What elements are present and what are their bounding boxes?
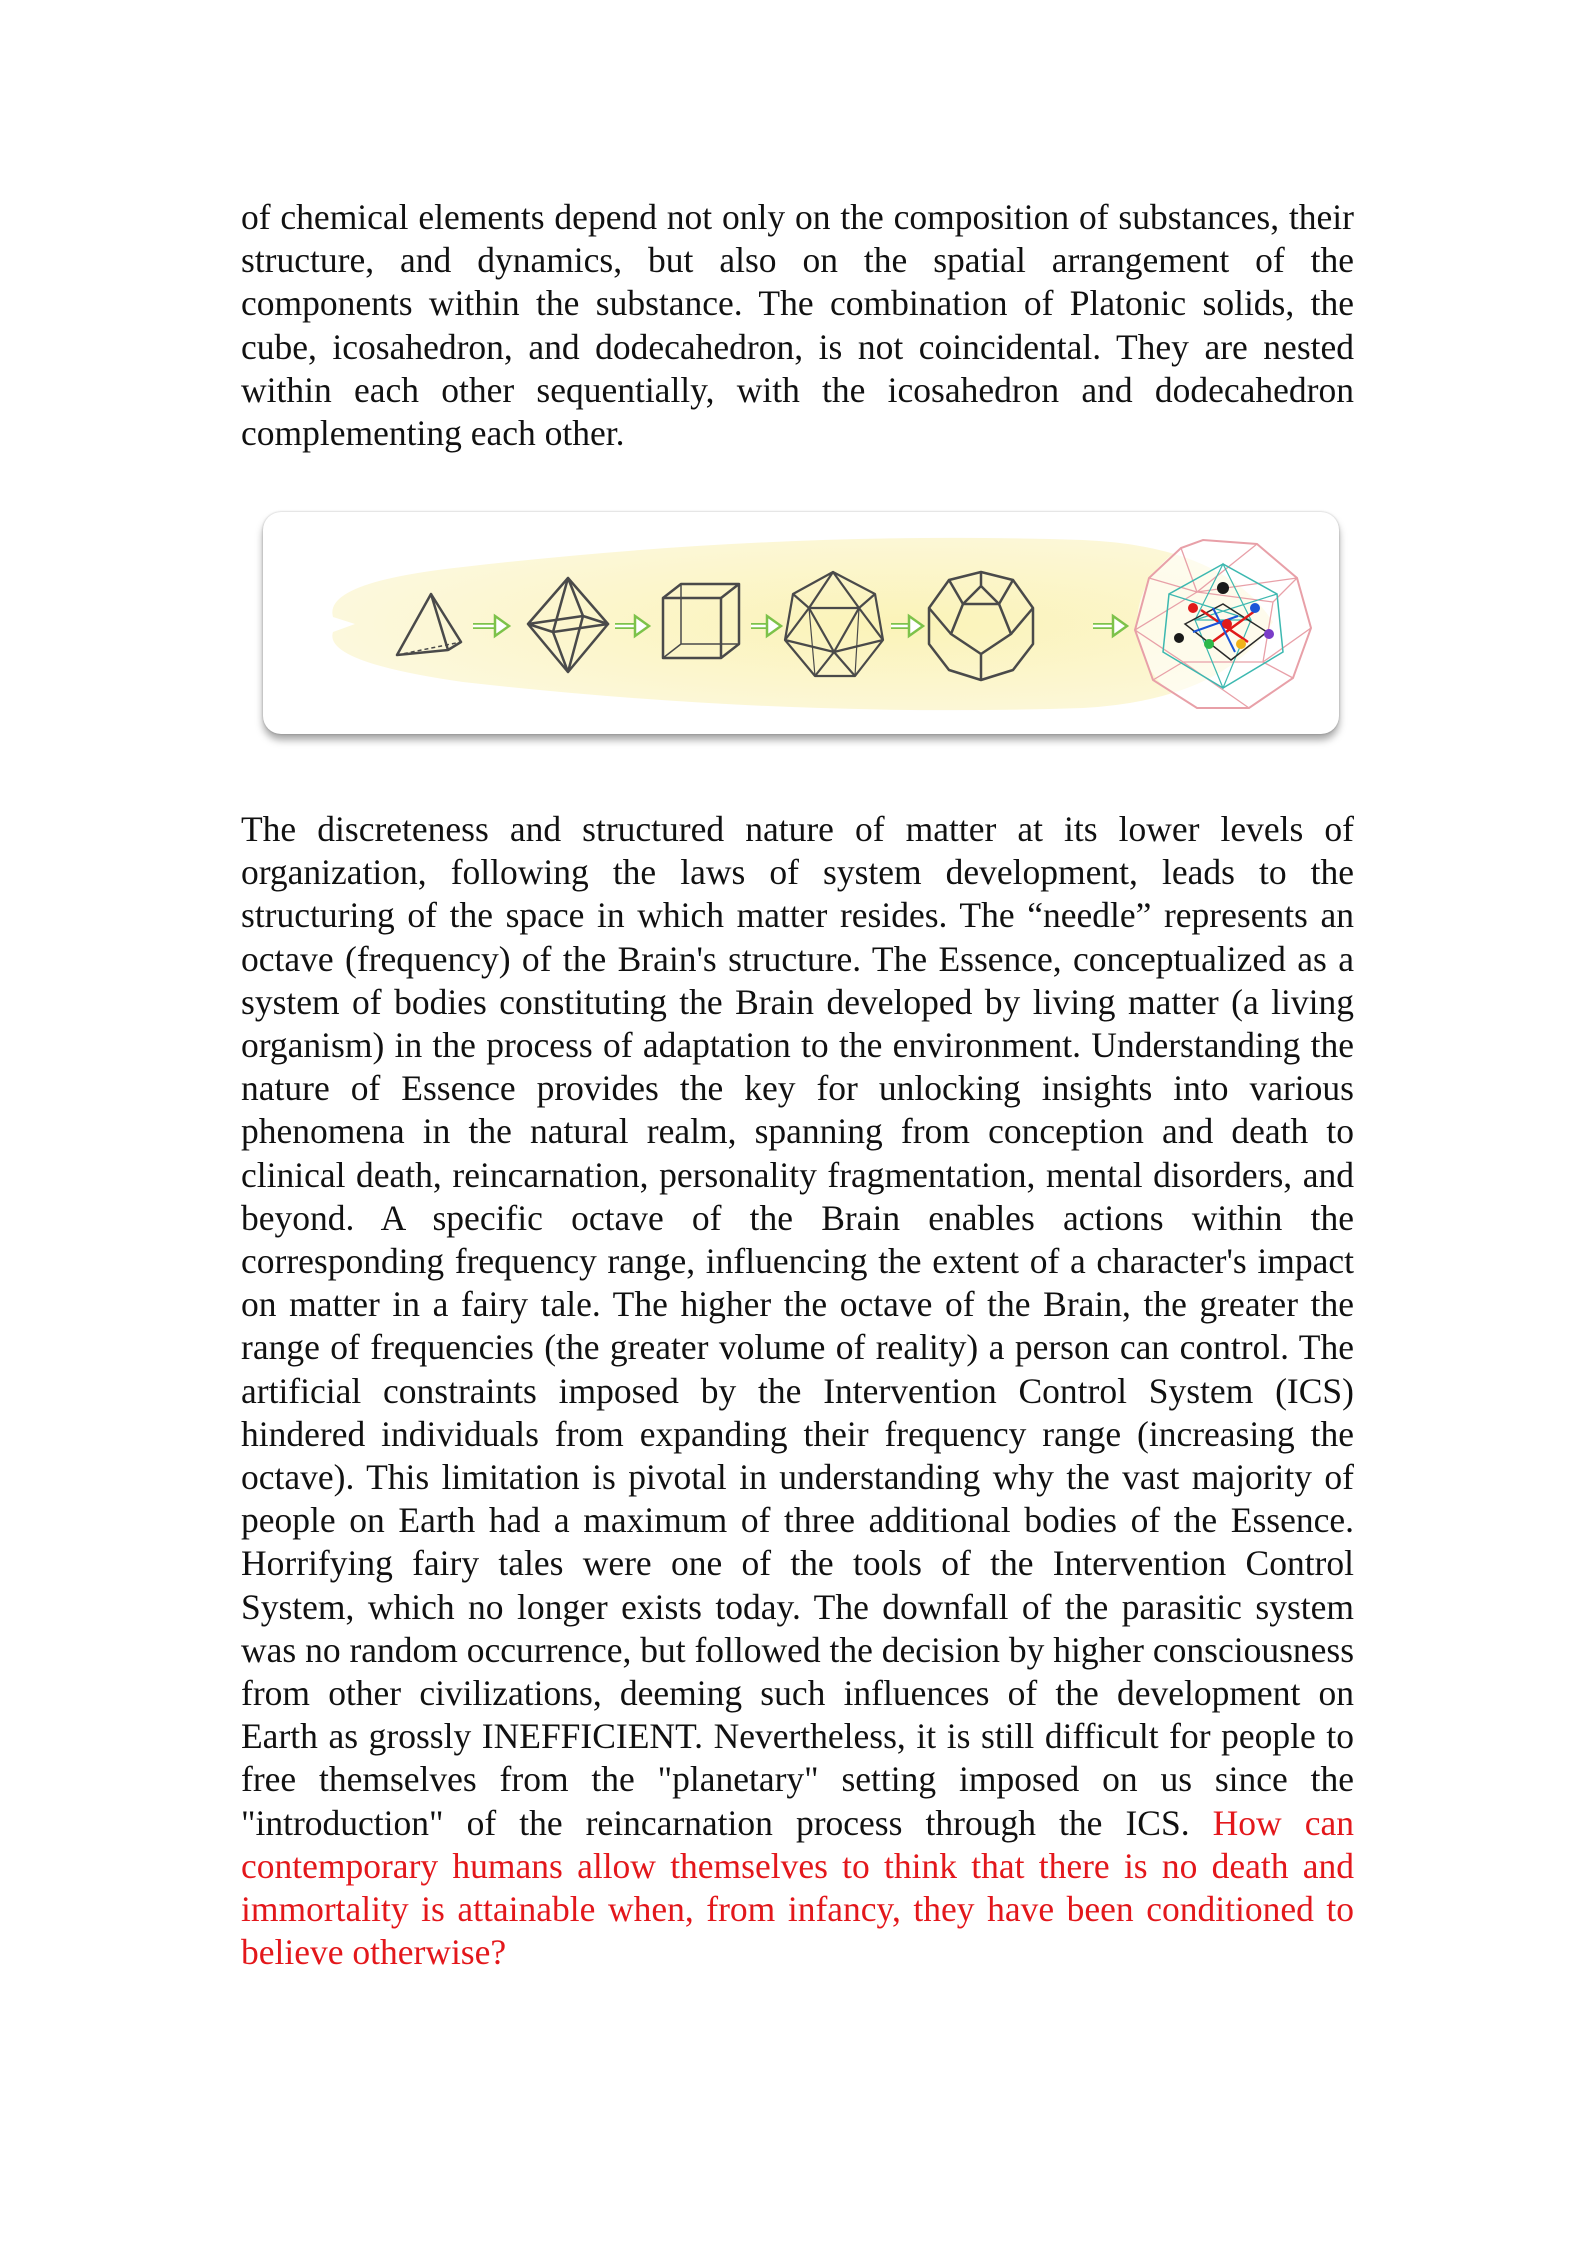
platonic-solids-illustration bbox=[263, 512, 1339, 734]
paragraph-essence-octave bbox=[241, 808, 1354, 1974]
paragraph-platonic-solids: of chemical elements depend not only on the composition of substances, their structure, and dynamics, but also on the spatial arrangement of the components within the substance. The combination of Platonic solids, the cube, icosahedron, and dodecahedron, is not coincidental. They are nested within each other sequentially, with the icosahedron and dodecahedron complementing each other. bbox=[241, 197, 1354, 454]
paragraph-body: The discreteness and structured nature of matter at its lower levels of organization, following the laws of system development, leads to the structuring of the space in which matter resides. The “needle” represents an octave (frequency) of the Brain's structure. The Essence, conceptualized as a system of bodies constituting the Brain developed by living matter (a living organism) in the process of adaptation to the environment. Understanding the nature of Essence provides the key for unlocking insights into various phenomena in the natural realm, spanning from conception and death to clinical death, reincarnation, personality fragmentation, mental disorders, and beyond. A specific octave of the Brain enables actions within the corresponding frequency range, influencing the extent of a character's impact on matter in a fairy tale. The higher the octave of the Brain, the greater the range of frequencies (the greater volume of reality) a person can control. The artificial constraints imposed by the Intervention Control System (ICS) hindered individuals from expanding their frequency range (increasing the octave). This limitation is pivotal in understanding why the vast majority of people on Earth had a maximum of three additional bodies of the Essence. Horrifying fairy tales were one of the tools of the Intervention Control System, which no longer exists today. The downfall of the parasitic system was no random occurrence, but followed the decision by higher consciousness from other civilizations, deeming such influences of the development on Earth as grossly INEFFICIENT. Nevertheless, it is still difficult for people to free themselves from the "planetary" setting imposed on us since the "introduction" of the reincarnation process through the ICS. bbox=[241, 809, 1355, 1843]
platonic-solids-figure bbox=[263, 512, 1339, 734]
highlighted-question: How can contemporary humans allow themselves to think that there is no death and immortality is attainable when, from infancy, they have been conditioned to believe otherwise? bbox=[241, 1802, 1354, 1973]
